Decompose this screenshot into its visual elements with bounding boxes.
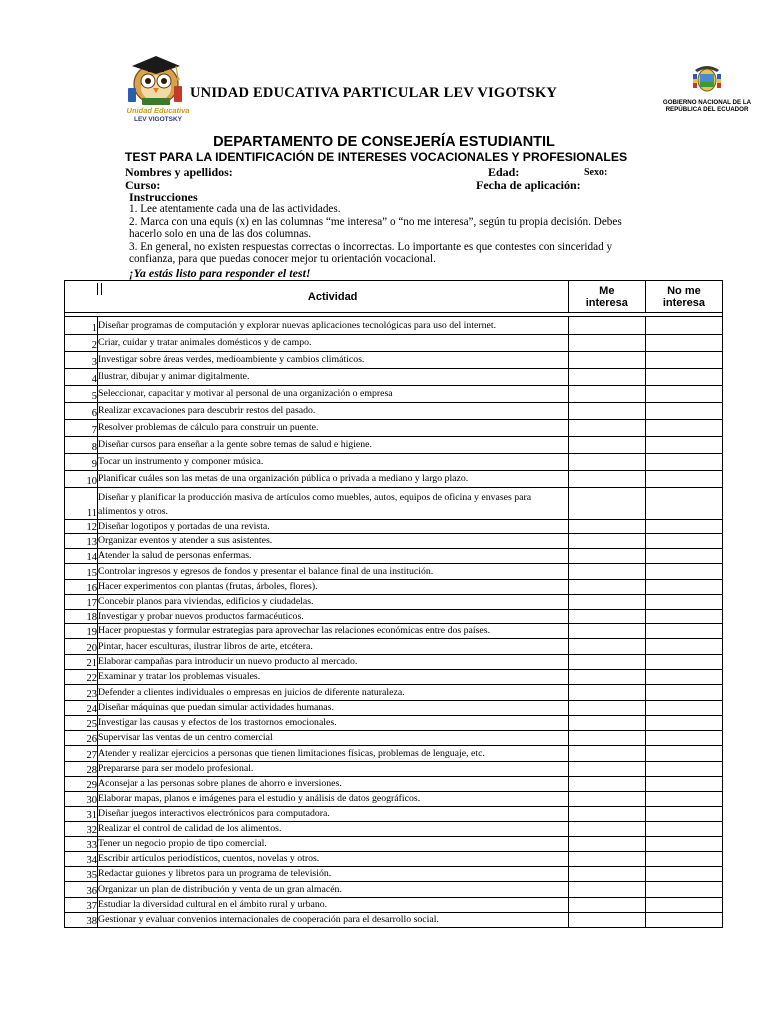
- activity-text: Investigar las causas y efectos de los trastornos emocionales.: [98, 716, 569, 731]
- interested-answer-cell[interactable]: [568, 352, 645, 369]
- table-header-row: [65, 281, 723, 313]
- table-row: [65, 386, 723, 403]
- activity-number: 1: [65, 317, 98, 335]
- age-field-label: Edad:: [488, 165, 520, 179]
- table-row: [65, 777, 723, 792]
- activity-number: 7: [65, 420, 98, 437]
- table-row: [65, 913, 723, 928]
- not-interested-answer-cell[interactable]: [645, 437, 722, 454]
- not-interested-answer-cell[interactable]: [645, 882, 722, 898]
- activity-number: 20: [65, 639, 98, 655]
- activity-text: Controlar ingresos y egresos de fondos y presentar el balance final de una institución.: [98, 564, 569, 580]
- table-row: [65, 549, 723, 564]
- interested-answer-cell[interactable]: [568, 534, 645, 549]
- activity-text: Organizar eventos y atender a sus asistentes.: [98, 534, 569, 549]
- not-interested-answer-cell[interactable]: [645, 624, 722, 639]
- not-interested-answer-cell[interactable]: [645, 471, 722, 488]
- table-row: [65, 837, 723, 852]
- not-interested-answer-cell[interactable]: [645, 822, 722, 837]
- not-interested-answer-cell[interactable]: [645, 670, 722, 685]
- interested-answer-cell[interactable]: [568, 369, 645, 386]
- activity-text: Diseñar juegos interactivos electrónicos para computadora.: [98, 807, 569, 822]
- test-title: TEST PARA LA IDENTIFICACIÓN DE INTERESES VOCACIONALES Y PROFESIONALES: [124, 150, 628, 164]
- course-field-label: Curso:: [125, 178, 161, 192]
- activity-text: Realizar excavaciones para descubrir restos del pasado.: [98, 403, 569, 420]
- activity-text: Tocar un instrumento y componer música.: [98, 454, 569, 471]
- interested-answer-cell[interactable]: [568, 701, 645, 716]
- not-interested-answer-cell[interactable]: [645, 639, 722, 655]
- activity-number: 6: [65, 403, 98, 420]
- activity-number: 12: [65, 520, 98, 534]
- not-interested-answer-cell[interactable]: [645, 580, 722, 595]
- interested-answer-cell[interactable]: [568, 488, 645, 520]
- interested-answer-cell[interactable]: [568, 731, 645, 746]
- government-name-line-2: REPÚBLICA DEL ECUADOR: [665, 106, 749, 113]
- activity-number: 38: [65, 913, 98, 928]
- interested-answer-cell[interactable]: [568, 471, 645, 488]
- activity-number: 29: [65, 777, 98, 792]
- interested-answer-cell[interactable]: [568, 716, 645, 731]
- government-name-line-1: GOBIERNO NACIONAL DE LA: [662, 99, 752, 106]
- activity-text: Realizar el control de calidad de los alimentos.: [98, 822, 569, 837]
- interested-answer-cell[interactable]: [568, 807, 645, 822]
- activity-text: Hacer propuestas y formular estrategias para aprovechar las relaciones económicas entre dos países.: [98, 624, 569, 639]
- not-interested-answer-cell[interactable]: [645, 335, 722, 352]
- activity-number: 13: [65, 534, 98, 549]
- activity-number: 25: [65, 716, 98, 731]
- activity-text: Diseñar y planificar la producción masiva de artículos como muebles, autos, equipos de oficina y envases para alimentos y otros.: [98, 488, 569, 520]
- date-field-label: Fecha de aplicación:: [476, 178, 581, 192]
- not-interested-answer-cell[interactable]: [645, 762, 722, 777]
- interested-answer-cell[interactable]: [568, 437, 645, 454]
- activity-number: 30: [65, 792, 98, 807]
- interested-answer-cell[interactable]: [568, 852, 645, 867]
- activity-text: Resolver problemas de cálculo para construir un puente.: [98, 420, 569, 437]
- table-row: [65, 852, 723, 867]
- not-interested-answer-cell[interactable]: [645, 454, 722, 471]
- table-row: [65, 670, 723, 685]
- table-row: [65, 352, 723, 369]
- activity-text: Criar, cuidar y tratar animales domésticos y de campo.: [98, 335, 569, 352]
- interested-answer-cell[interactable]: [568, 655, 645, 670]
- activity-number: 4: [65, 369, 98, 386]
- activity-number: 17: [65, 595, 98, 610]
- activity-text: Supervisar las ventas de un centro comercial: [98, 731, 569, 746]
- table-row: [65, 716, 723, 731]
- table-row: [65, 731, 723, 746]
- instruction-2-line-2: hacerlo solo en una de las dos columnas.: [129, 228, 312, 240]
- not-interested-answer-cell[interactable]: [645, 317, 722, 335]
- table-row: [65, 420, 723, 437]
- activity-text: Concebir planos para viviendas, edificios y ciudadelas.: [98, 595, 569, 610]
- table-row: [65, 564, 723, 580]
- interested-answer-cell[interactable]: [568, 386, 645, 403]
- interested-answer-cell[interactable]: [568, 520, 645, 534]
- activity-text: Elaborar mapas, planos e imágenes para el estudio y análisis de datos geográficos.: [98, 792, 569, 807]
- table-row: [65, 335, 723, 352]
- not-interested-answer-cell[interactable]: [645, 746, 722, 762]
- not-interested-answer-cell[interactable]: [645, 488, 722, 520]
- activity-number: 2: [65, 335, 98, 352]
- table-row: [65, 403, 723, 420]
- not-interested-answer-cell[interactable]: [645, 610, 722, 624]
- activity-number: 3: [65, 352, 98, 369]
- interested-answer-cell[interactable]: [568, 882, 645, 898]
- table-row: [65, 610, 723, 624]
- table-row: [65, 437, 723, 454]
- not-interested-answer-cell[interactable]: [645, 777, 722, 792]
- interested-answer-cell[interactable]: [568, 595, 645, 610]
- not-interested-answer-cell[interactable]: [645, 913, 722, 928]
- logo-text-2: LEV VIGOTSKY: [133, 116, 183, 123]
- table-row: [65, 822, 723, 837]
- activity-number: 11: [65, 488, 98, 520]
- interested-answer-cell[interactable]: [568, 792, 645, 807]
- not-interested-answer-cell[interactable]: [645, 564, 722, 580]
- number-column-header: [65, 281, 98, 313]
- activity-number: 26: [65, 731, 98, 746]
- interested-answer-cell[interactable]: [568, 564, 645, 580]
- table-row: [65, 369, 723, 386]
- not-interested-answer-cell[interactable]: [645, 807, 722, 822]
- activity-number: 32: [65, 822, 98, 837]
- not-interested-answer-cell[interactable]: [645, 685, 722, 701]
- interested-answer-cell[interactable]: [568, 639, 645, 655]
- activity-number: 18: [65, 610, 98, 624]
- not-interested-answer-cell[interactable]: [645, 867, 722, 882]
- owl-logo-icon: [118, 48, 198, 124]
- instructions-heading: Instrucciones: [129, 190, 198, 204]
- interested-answer-cell[interactable]: [568, 403, 645, 420]
- coat-of-arms-icon: [687, 62, 727, 94]
- not-interested-answer-cell[interactable]: [645, 792, 722, 807]
- activity-column-header: Actividad: [98, 281, 569, 313]
- instruction-1: 1. Lee atentamente cada una de las actividades.: [129, 203, 341, 215]
- table-row: [65, 317, 723, 335]
- activity-text: Gestionar y evaluar convenios internacionales de cooperación para el desarrollo social.: [98, 913, 569, 928]
- activity-text: Organizar un plan de distribución y venta de un gran almacén.: [98, 882, 569, 898]
- interested-answer-cell[interactable]: [568, 610, 645, 624]
- activity-number: 35: [65, 867, 98, 882]
- not-interested-answer-cell[interactable]: [645, 534, 722, 549]
- table-row: [65, 624, 723, 639]
- activity-text: Ilustrar, dibujar y animar digitalmente.: [98, 369, 569, 386]
- activity-number: 14: [65, 549, 98, 564]
- activity-text: Aconsejar a las personas sobre planes de ahorro e inversiones.: [98, 777, 569, 792]
- government-logo: [652, 62, 762, 114]
- not-interested-answer-cell[interactable]: [645, 655, 722, 670]
- activity-number: 16: [65, 580, 98, 595]
- interested-answer-cell[interactable]: [568, 837, 645, 852]
- activity-text: Redactar guiones y libretos para un programa de televisión.: [98, 867, 569, 882]
- activity-text: Planificar cuáles son las metas de una organización pública o privada a mediano y largo plazo.: [98, 471, 569, 488]
- activity-number: 31: [65, 807, 98, 822]
- table-row: [65, 867, 723, 882]
- activity-text: Seleccionar, capacitar y motivar al personal de una organización o empresa: [98, 386, 569, 403]
- table-row: [65, 807, 723, 822]
- activity-number: 8: [65, 437, 98, 454]
- table-row: [65, 792, 723, 807]
- not-interested-answer-cell[interactable]: [645, 386, 722, 403]
- not-interested-answer-cell[interactable]: [645, 716, 722, 731]
- table-row: [65, 639, 723, 655]
- interested-header-line-1: Me: [599, 284, 615, 297]
- activity-text: Estudiar la diversidad cultural en el ámbito rural y urbano.: [98, 898, 569, 913]
- not-interested-answer-cell[interactable]: [645, 837, 722, 852]
- activity-number: 5: [65, 386, 98, 403]
- interested-answer-cell[interactable]: [568, 746, 645, 762]
- not-interested-answer-cell[interactable]: [645, 852, 722, 867]
- table-row: [65, 655, 723, 670]
- activity-text: Atender y realizar ejercicios a personas que tienen limitaciones físicas, problemas de lenguaje, etc.: [98, 746, 569, 762]
- activity-number: 28: [65, 762, 98, 777]
- activity-text: Hacer experimentos con plantas (frutas, árboles, flores).: [98, 580, 569, 595]
- school-name: UNIDAD EDUCATIVA PARTICULAR LEV VIGOTSKY: [190, 85, 558, 101]
- interest-survey-table: [64, 280, 723, 928]
- activity-number: 23: [65, 685, 98, 701]
- table-row: [65, 534, 723, 549]
- activity-number: 21: [65, 655, 98, 670]
- activity-text: Escribir artículos periodísticos, cuentos, novelas y otros.: [98, 852, 569, 867]
- activity-number: 33: [65, 837, 98, 852]
- instruction-3-line-2: confianza, para que puedas conocer mejor tu orientación vocacional.: [129, 253, 436, 265]
- activity-text: Prepararse para ser modelo profesional.: [98, 762, 569, 777]
- interested-answer-cell[interactable]: [568, 685, 645, 701]
- activity-text: Investigar sobre áreas verdes, medioambiente y cambios climáticos.: [98, 352, 569, 369]
- table-row: [65, 454, 723, 471]
- not-interested-answer-cell[interactable]: [645, 369, 722, 386]
- interested-column-header: [568, 281, 645, 313]
- interested-answer-cell[interactable]: [568, 822, 645, 837]
- not-interested-answer-cell[interactable]: [645, 352, 722, 369]
- not-interested-answer-cell[interactable]: [645, 403, 722, 420]
- table-row: [65, 520, 723, 534]
- not-interested-column-header: [645, 281, 722, 313]
- table-row: [65, 746, 723, 762]
- ready-message: ¡Ya estás listo para responder el test!: [129, 266, 311, 280]
- table-row: [65, 898, 723, 913]
- not-interested-answer-cell[interactable]: [645, 701, 722, 716]
- table-row: [65, 685, 723, 701]
- activity-text: Diseñar cursos para enseñar a la gente sobre temas de salud e higiene.: [98, 437, 569, 454]
- activity-number: 37: [65, 898, 98, 913]
- activity-text: Pintar, hacer esculturas, ilustrar libros de arte, etcétera.: [98, 639, 569, 655]
- activity-text: Elaborar campañas para introducir un nuevo producto al mercado.: [98, 655, 569, 670]
- department-title: DEPARTAMENTO DE CONSEJERÍA ESTUDIANTIL: [213, 134, 555, 150]
- interested-answer-cell[interactable]: [568, 913, 645, 928]
- name-field-label: Nombres y apellidos:: [125, 165, 233, 179]
- interested-answer-cell[interactable]: [568, 580, 645, 595]
- not-interested-header-line-2: interesa: [662, 296, 706, 309]
- instruction-3-line-1: 3. En general, no existen respuestas correctas o incorrectas. Lo importante es que contestes con sinceridad y: [129, 241, 613, 253]
- interested-answer-cell[interactable]: [568, 867, 645, 882]
- not-interested-answer-cell[interactable]: [645, 731, 722, 746]
- activity-number: 27: [65, 746, 98, 762]
- sex-field-label: Sexo:: [584, 167, 608, 178]
- activity-number: 36: [65, 882, 98, 898]
- table-row: [65, 580, 723, 595]
- interested-answer-cell[interactable]: [568, 898, 645, 913]
- table-row: [65, 471, 723, 488]
- activity-text: Diseñar programas de computación y explorar nuevas aplicaciones tecnológicas para uso del internet.: [98, 317, 569, 335]
- activity-number: 15: [65, 564, 98, 580]
- activity-text: Diseñar logotipos y portadas de una revista.: [98, 520, 569, 534]
- interested-answer-cell[interactable]: [568, 549, 645, 564]
- activity-text: Tener un negocio propio de tipo comercial.: [98, 837, 569, 852]
- logo-text-1: Unidad Educativa: [126, 106, 190, 115]
- interested-answer-cell[interactable]: [568, 420, 645, 437]
- interested-answer-cell[interactable]: [568, 454, 645, 471]
- activity-text: Atender la salud de personas enfermas.: [98, 549, 569, 564]
- activity-text: Diseñar máquinas que puedan simular actividades humanas.: [98, 701, 569, 716]
- activity-text: Examinar y tratar los problemas visuales.: [98, 670, 569, 685]
- school-logo: [118, 48, 198, 124]
- table-row: [65, 762, 723, 777]
- activity-number: 9: [65, 454, 98, 471]
- not-interested-answer-cell[interactable]: [645, 520, 722, 534]
- table-row: [65, 595, 723, 610]
- not-interested-answer-cell[interactable]: [645, 420, 722, 437]
- activity-number: 10: [65, 471, 98, 488]
- activity-number: 34: [65, 852, 98, 867]
- activity-number: 24: [65, 701, 98, 716]
- activity-number: 22: [65, 670, 98, 685]
- not-interested-answer-cell[interactable]: [645, 898, 722, 913]
- interested-answer-cell[interactable]: [568, 670, 645, 685]
- not-interested-header-line-1: No me: [667, 284, 701, 297]
- interested-answer-cell[interactable]: [568, 777, 645, 792]
- table-row: [65, 488, 723, 520]
- activity-number: 19: [65, 624, 98, 639]
- table-row: [65, 882, 723, 898]
- table-row: [65, 701, 723, 716]
- interested-answer-cell[interactable]: [568, 762, 645, 777]
- not-interested-answer-cell[interactable]: [645, 595, 722, 610]
- interested-header-line-2: interesa: [585, 296, 628, 309]
- interested-answer-cell[interactable]: [568, 335, 645, 352]
- instruction-2-line-1: 2. Marca con una equis (x) en las columnas “me interesa” o “no me interesa”, según tu propia decisión. Debes: [129, 216, 622, 228]
- interested-answer-cell[interactable]: [568, 317, 645, 335]
- activity-text: Investigar y probar nuevos productos farmacéuticos.: [98, 610, 569, 624]
- not-interested-answer-cell[interactable]: [645, 549, 722, 564]
- activity-text: Defender a clientes individuales o empresas en juicios de diferente naturaleza.: [98, 685, 569, 701]
- interested-answer-cell[interactable]: [568, 624, 645, 639]
